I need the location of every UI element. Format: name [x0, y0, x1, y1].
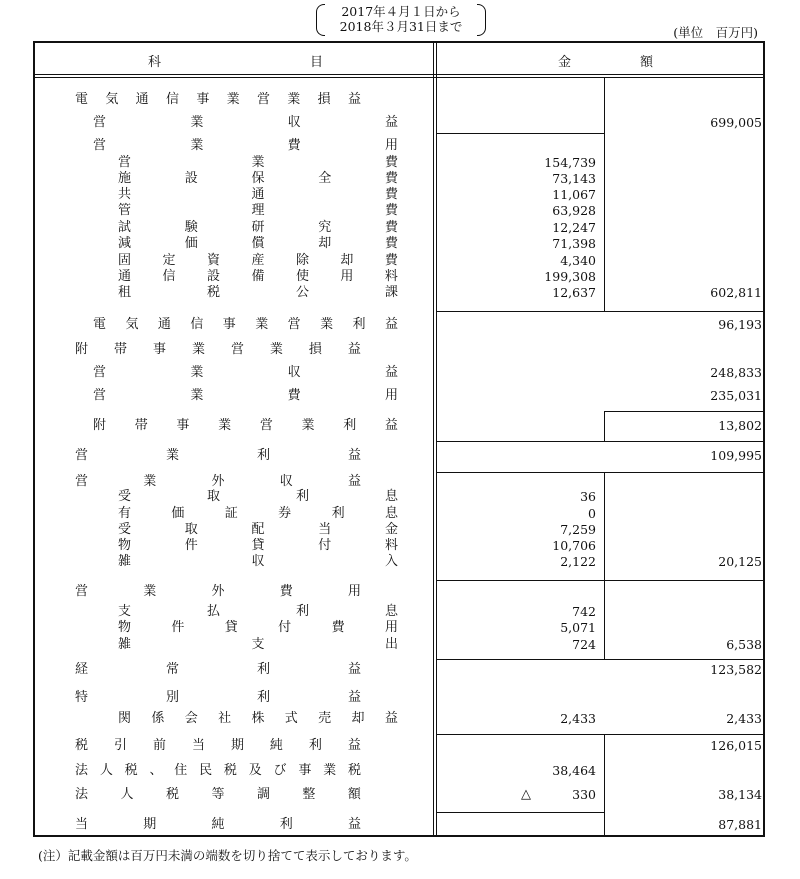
total-amount: 6,538: [726, 637, 762, 652]
row-label: 関 係 会 社 株 式 売 却 益: [118, 711, 398, 726]
detail-amount: 36: [580, 489, 596, 504]
amount-subdivider: [604, 812, 605, 837]
header-rule-double: [33, 77, 765, 78]
row-label: 電 気 通 信 事 業 営 業 損 益: [75, 92, 361, 107]
row-label: 租 税 公 課: [118, 285, 398, 300]
negative-mark: △: [521, 787, 531, 802]
total-amount: 20,125: [718, 554, 762, 569]
amount-rule: [436, 734, 765, 735]
row-label: 税 引 前 当 期 純 利 益: [75, 738, 361, 753]
amount-subdivider: [604, 734, 605, 812]
left-bracket: [316, 4, 325, 36]
detail-amount: 2,433: [560, 711, 596, 726]
total-amount: 123,582: [710, 662, 762, 677]
row-label: 施 設 保 全 費: [118, 171, 398, 186]
period-to: 2018年３月31日まで: [339, 19, 463, 34]
row-label: 附 帯 事 業 営 業 利 益: [93, 418, 398, 433]
header-rule: [33, 74, 765, 75]
row-label: 附 帯 事 業 営 業 損 益: [75, 342, 361, 357]
row-label: 物 件 貸 付 料: [118, 538, 398, 553]
row-label: 営 業 費 用: [93, 138, 398, 153]
amount-rule: [436, 472, 765, 473]
amount-rule: [436, 441, 765, 442]
row-label: 営 業 費: [118, 155, 398, 170]
detail-amount: 0: [588, 506, 596, 521]
row-label: 減 価 償 却 費: [118, 236, 398, 251]
detail-amount: 38,464: [552, 763, 596, 778]
detail-amount: 5,071: [560, 620, 596, 635]
detail-rule: [436, 133, 604, 134]
header-amount-1: 金: [558, 55, 572, 70]
row-label: 雑 収 入: [118, 554, 398, 569]
amount-subdivider: [604, 78, 605, 311]
total-amount: 235,031: [710, 388, 762, 403]
header-subject-2: 目: [310, 55, 324, 70]
detail-amount: 154,739: [544, 155, 596, 170]
period-from: 2017年４月１日から: [341, 4, 461, 19]
column-divider: [433, 41, 434, 837]
row-label: 特 別 利 益: [75, 690, 361, 705]
row-label: 経 常 利 益: [75, 662, 361, 677]
row-label: 雑 支 出: [118, 637, 398, 652]
total-amount: 699,005: [710, 115, 762, 130]
detail-amount: 12,247: [552, 220, 596, 235]
row-label: 法 人 税 、 住 民 税 及 び 事 業 税: [75, 763, 361, 778]
total-amount: 87,881: [718, 817, 762, 832]
total-amount: 248,833: [710, 365, 762, 380]
total-amount: 96,193: [718, 317, 762, 332]
row-label: 電 気 通 信 事 業 営 業 利 益: [93, 317, 398, 332]
row-label: 物 件 貸 付 費 用: [118, 620, 398, 635]
row-label: 営 業 外 収 益: [75, 474, 361, 489]
total-rule: [604, 411, 765, 412]
detail-amount: 11,067: [552, 187, 596, 202]
detail-amount: 330: [572, 787, 596, 802]
row-label: 法 人 税 等 調 整 額: [75, 787, 361, 802]
detail-amount: 724: [572, 637, 596, 652]
right-bracket: [477, 4, 486, 36]
column-divider-double: [436, 41, 437, 837]
amount-subdivider: [604, 472, 605, 580]
row-label: 有 価 証 券 利 息: [118, 506, 398, 521]
row-label: 受 取 利 息: [118, 489, 398, 504]
total-amount: 126,015: [710, 738, 762, 753]
row-label: 営 業 収 益: [93, 365, 398, 380]
detail-amount: 12,637: [552, 285, 596, 300]
total-amount: 13,802: [718, 418, 762, 433]
row-label: 営 業 収 益: [93, 115, 398, 130]
total-amount: 2,433: [726, 711, 762, 726]
row-label: 管 理 費: [118, 203, 398, 218]
total-amount: 109,995: [710, 448, 762, 463]
row-label: 通 信 設 備 使 用 料: [118, 269, 398, 284]
header-amount-2: 額: [640, 55, 654, 70]
row-label: 支 払 利 息: [118, 604, 398, 619]
detail-amount: 742: [572, 604, 596, 619]
detail-rule: [436, 812, 604, 813]
detail-amount: 71,398: [552, 236, 596, 251]
detail-amount: 10,706: [552, 538, 596, 553]
row-label: 営 業 外 費 用: [75, 584, 361, 599]
detail-amount: 63,928: [552, 203, 596, 218]
row-label: 試 験 研 究 費: [118, 220, 398, 235]
total-amount: 38,134: [718, 787, 762, 802]
header-subject-1: 科: [148, 55, 162, 70]
unit-label: (単位 百万円): [673, 25, 758, 40]
row-label: 固 定 資 産 除 却 費: [118, 253, 398, 268]
row-label: 共 通 費: [118, 187, 398, 202]
amount-rule: [436, 659, 765, 660]
amount-subdivider: [604, 580, 605, 659]
detail-amount: 2,122: [560, 554, 596, 569]
row-label: 受 取 配 当 金: [118, 522, 398, 537]
detail-amount: 4,340: [560, 253, 596, 268]
detail-amount: 73,143: [552, 171, 596, 186]
footnote: (注）記載金額は百万円未満の端数を切り捨てて表示しております。: [38, 848, 417, 863]
detail-amount: 7,259: [560, 522, 596, 537]
amount-subdivider: [604, 411, 605, 441]
row-label: 営 業 利 益: [75, 448, 361, 463]
total-amount: 602,811: [710, 285, 762, 300]
amount-rule: [436, 311, 765, 312]
row-label: 営 業 費 用: [93, 388, 398, 403]
amount-rule: [436, 580, 765, 581]
detail-amount: 199,308: [544, 269, 596, 284]
row-label: 当 期 純 利 益: [75, 817, 361, 832]
fiscal-period: [316, 4, 486, 36]
